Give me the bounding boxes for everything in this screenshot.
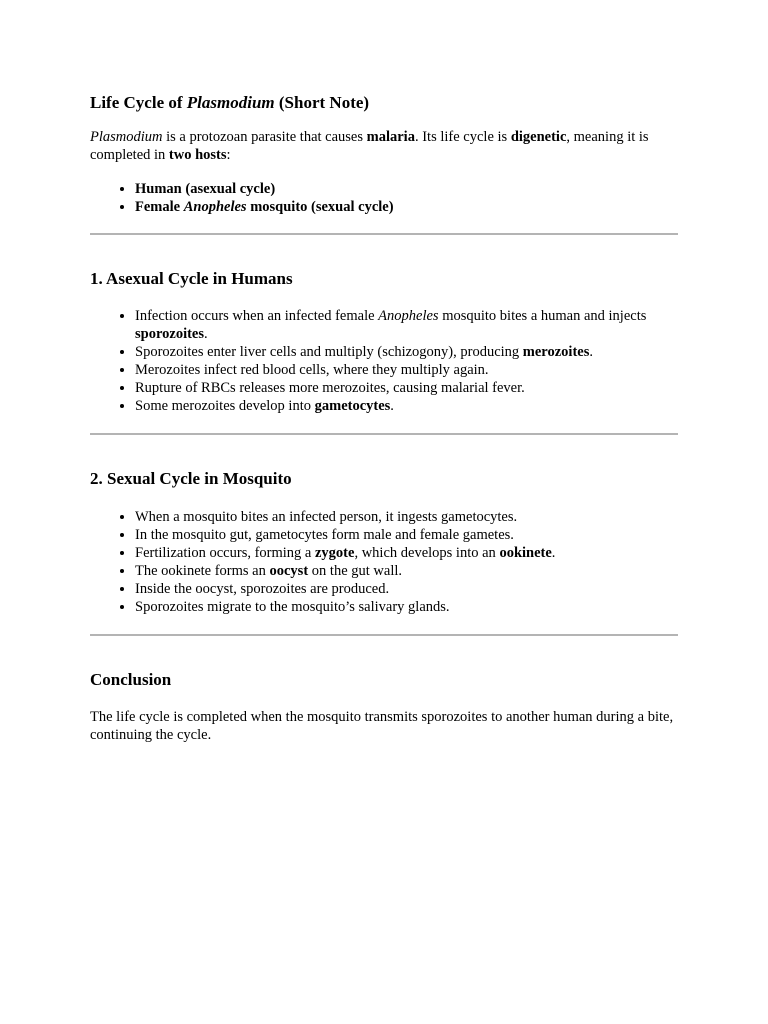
list-item-text: on the gut wall. xyxy=(308,563,403,579)
intro-organism: Plasmodium xyxy=(90,129,163,145)
term-gametocytes: gametocytes xyxy=(314,398,391,414)
host-human-label: Human (asexual cycle) xyxy=(135,181,276,197)
intro-paragraph xyxy=(90,128,678,164)
intro-text: : xyxy=(226,147,231,163)
list-item-text: . xyxy=(204,326,208,342)
heading-conclusion: Conclusion xyxy=(90,670,172,689)
mosquito-genus: Anopheles xyxy=(378,308,439,324)
host-mosquito-text: mosquito (sexual cycle) xyxy=(246,199,394,215)
list-item: • Rupture of RBCs releases more merozoites, causing malarial fever. xyxy=(135,379,678,397)
section-divider xyxy=(90,233,678,235)
list-item-text: mosquito bites a human and injects xyxy=(438,308,647,324)
hosts-list xyxy=(90,180,678,216)
list-item xyxy=(135,307,678,343)
title-prefix: Life Cycle of xyxy=(90,93,187,112)
page-title xyxy=(90,92,678,114)
intro-digenetic: digenetic xyxy=(510,129,567,145)
intro-disease: malaria xyxy=(366,129,415,145)
section-divider xyxy=(90,634,678,636)
list-item: • In the mosquito gut, gametocytes form male and female gametes. xyxy=(135,526,678,544)
list-item: • When a mosquito bites an infected person, it ingests gametocytes. xyxy=(135,508,678,526)
term-ookinete: ookinete xyxy=(499,545,552,561)
list-item xyxy=(135,562,678,580)
list-item-text: , which develops into an xyxy=(354,545,500,561)
list-item: • Inside the oocyst, sporozoites are produced. xyxy=(135,580,678,598)
list-item: • Merozoites infect red blood cells, where they multiply again. xyxy=(135,361,678,379)
heading-sexual-cycle: 2. Sexual Cycle in Mosquito xyxy=(90,469,292,488)
list-item-text: . xyxy=(390,398,394,414)
intro-two-hosts: two hosts xyxy=(168,147,227,163)
intro-text: is a protozoan parasite that causes xyxy=(162,129,367,145)
list-item-text: Sporozoites enter liver cells and multiply (schizogony), producing xyxy=(135,344,523,360)
list-item: • Sporozoites migrate to the mosquito’s salivary glands. xyxy=(135,598,678,616)
list-item-host-mosquito xyxy=(135,198,678,216)
intro-text: , meaning it is completed in xyxy=(90,129,649,163)
list-item-text: . xyxy=(589,344,593,360)
host-mosquito-text: Female xyxy=(135,199,184,215)
list-item xyxy=(135,397,678,415)
asexual-cycle-list xyxy=(90,307,678,415)
list-item-text: . xyxy=(551,545,556,561)
list-item xyxy=(135,544,678,562)
term-oocyst: oocyst xyxy=(269,563,309,579)
intro-text: . Its life cycle is xyxy=(414,129,511,145)
host-mosquito-label xyxy=(135,199,394,215)
term-sporozoites: sporozoites xyxy=(135,326,205,342)
sexual-cycle-list xyxy=(90,508,678,616)
list-item-text: Fertilization occurs, forming a xyxy=(135,545,315,561)
list-item-text: Some merozoites develop into xyxy=(135,398,315,414)
list-item-text: Infection occurs when an infected female xyxy=(135,308,379,324)
list-item xyxy=(135,343,678,361)
host-mosquito-genus: Anopheles xyxy=(183,199,247,215)
heading-asexual-cycle: 1. Asexual Cycle in Humans xyxy=(90,269,293,288)
section-divider xyxy=(90,433,678,435)
title-organism: Plasmodium xyxy=(186,93,275,112)
title-suffix: (Short Note) xyxy=(274,93,370,112)
term-merozoites: merozoites xyxy=(522,344,590,360)
list-item-host-human xyxy=(135,180,678,198)
conclusion-paragraph: The life cycle is completed when the mosquito transmits sporozoites to another human during a bite, continuing the cycle. xyxy=(90,709,674,743)
term-zygote: zygote xyxy=(315,545,355,561)
list-item-text: The ookinete forms an xyxy=(135,563,270,579)
